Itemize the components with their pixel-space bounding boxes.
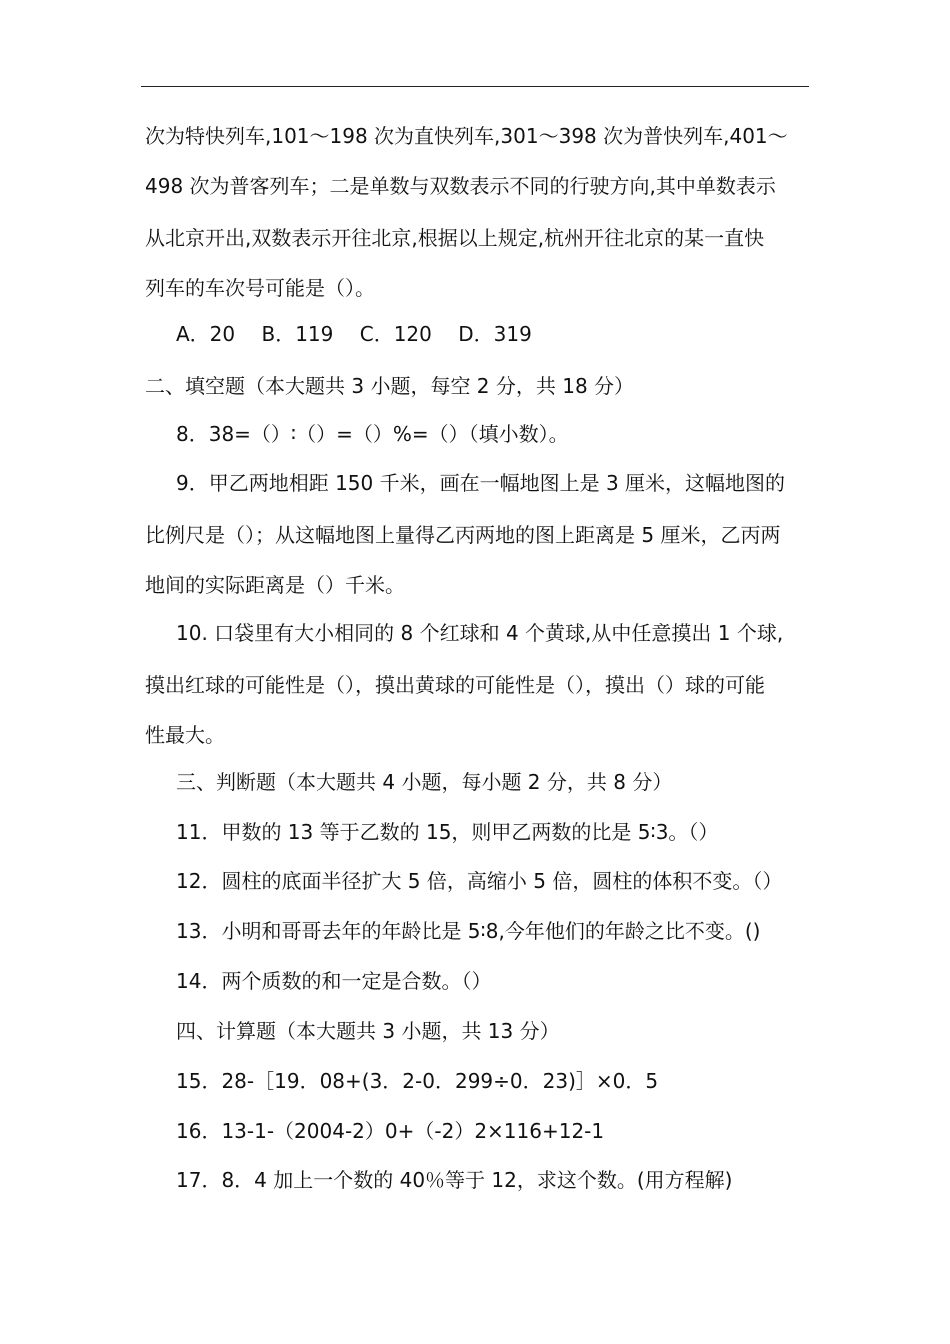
question-10-line-2: 摸出红球的可能性是（），摸出黄球的可能性是（），摸出（）球的可能 [145,673,765,697]
q7-text-line-4: 列车的车次号可能是（）。 [145,276,375,300]
q7-options: A．20 B．119 C．120 D．319 [176,322,532,346]
question-9-line-3: 地间的实际距离是（）千米。 [145,573,405,597]
question-10-line-3: 性最大。 [145,723,225,747]
question-13: 13．小明和哥哥去年的年龄比是 5∶8,今年他们的年龄之比不变。() [176,919,761,943]
question-8: 8．38=（）∶（）=（）%=（）（填小数）。 [176,422,569,446]
question-10-line-1: 10. 口袋里有大小相同的 8 个红球和 4 个黄球,从中任意摸出 1 个球, [176,621,784,645]
question-16: 16．13-1-（2004-2）0+（-2）2×116+12-1 [176,1119,605,1143]
q7-text-line-2: 498 次为普客列车；二是单数与双数表示不同的行驶方向,其中单数表示 [145,174,776,198]
section-4-heading: 四、计算题（本大题共 3 小题，共 13 分） [176,1019,560,1043]
header-rule [141,86,809,87]
question-17: 17．8．4 加上一个数的 40％等于 12，求这个数。(用方程解) [176,1168,733,1192]
question-12: 12．圆柱的底面半径扩大 5 倍，高缩小 5 倍，圆柱的体积不变。（） [176,869,783,893]
q7-text-line-3: 从北京开出,双数表示开往北京,根据以上规定,杭州开往北京的某一直快 [145,226,765,250]
question-9-line-2: 比例尺是（）；从这幅地图上量得乙丙两地的图上距离是 5 厘米，乙丙两 [145,523,781,547]
question-9-line-1: 9．甲乙两地相距 150 千米，画在一幅地图上是 3 厘米，这幅地图的 [176,471,786,495]
question-11: 11．甲数的 13 等于乙数的 15，则甲乙两数的比是 5∶3。（） [176,820,719,844]
question-15: 15．28-［19．08+(3．2-0．299÷0．23)］×0．5 [176,1069,659,1093]
section-2-heading: 二、填空题（本大题共 3 小题，每空 2 分，共 18 分） [145,374,635,398]
q7-text-line-1: 次为特快列车,101～198 次为直快列车,301～398 次为普快列车,401～ [145,124,788,148]
question-14: 14．两个质数的和一定是合数。（） [176,969,492,993]
section-3-heading: 三、判断题（本大题共 4 小题，每小题 2 分，共 8 分） [176,770,673,794]
